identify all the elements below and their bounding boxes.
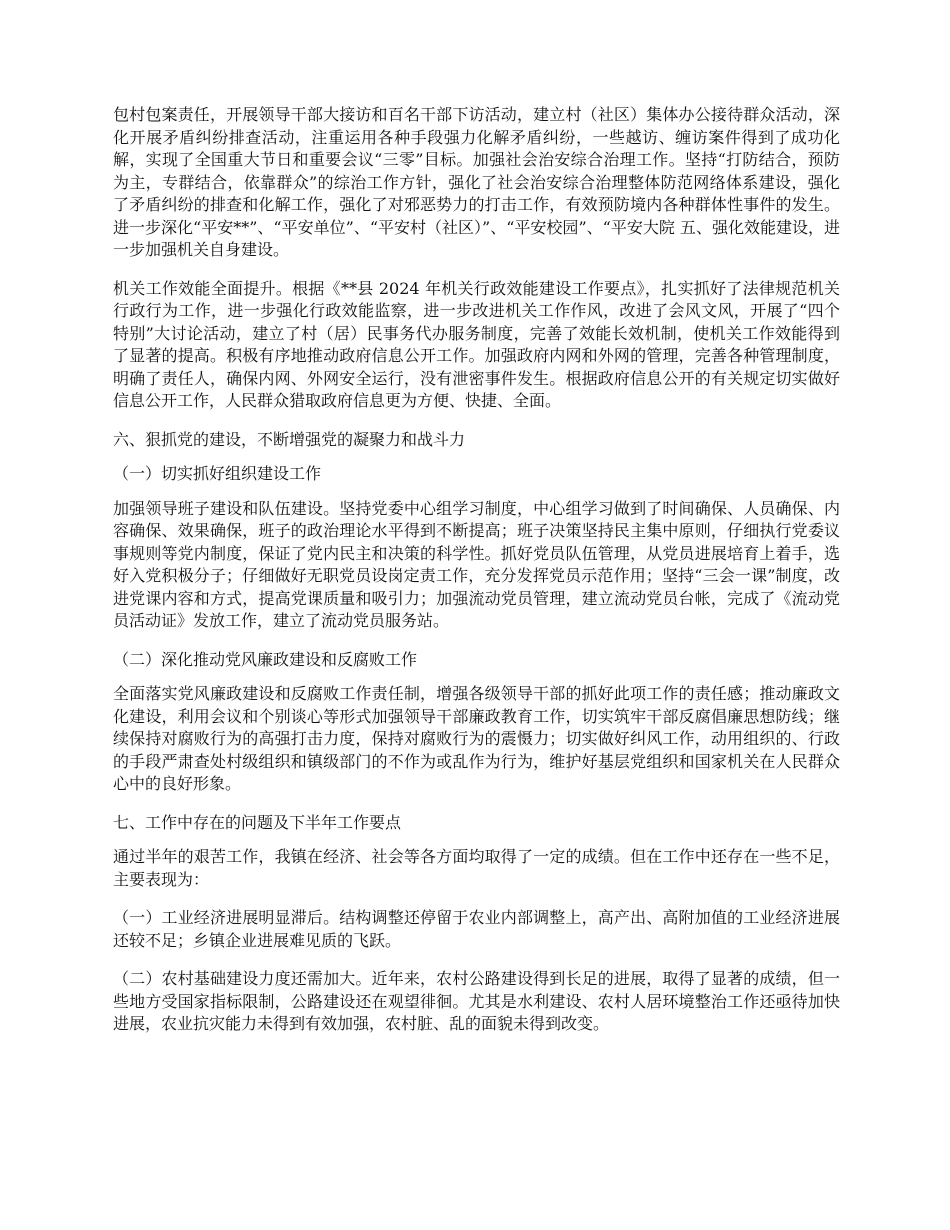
section-heading-problems: 七、工作中存在的问题及下半年工作要点 xyxy=(113,812,402,832)
paragraph-infrastructure: （二）农村基础建设力度还需加大。近年来，农村公路建设得到长足的进展，取得了显著的成绩，但一些地方受国家指标限制，公路建设还在观望徘徊。尤其是水利建设、农村人居环境整治工作还亟待加快进展，农业抗灾能力未得到有效加强，农村脏、乱的面貌未得到改变。 xyxy=(113,969,840,1033)
paragraph-summary: 通过半年的艰苦工作，我镇在经济、社会等各方面均取得了一定的成绩。但在工作中还存在一些不足，主要表现为： xyxy=(113,847,840,889)
paragraph-leadership: 加强领导班子建设和队伍建设。坚持党委中心组学习制度，中心组学习做到了时间确保、人员确保、内容确保、效果确保，班子的政治理论水平得到不断提高；班子决策坚持民主集中原则，仔细执行党委议事规则等党内制度，保证了党内民主和决策的科学性。抓好党员队伍管理，从党员进展培育上着手，选好入党积极分子；仔细做好无职党员设岗定责工作，充分发挥党员示范作用；坚持“三会一课”制度，改进党课内容和方式，提高党课质量和吸引力；加强流动党员管理，建立流动党员台帐，完成了《流动党员活动证》发放工作，建立了流动党员服务站。 xyxy=(113,498,840,630)
paragraph-safety-governance: 包村包案责任，开展领导干部大接访和百名干部下访活动，建立村（社区）集体办公接待群众活动，深化开展矛盾纠纷排查活动，注重运用各种手段强力化解矛盾纠纷，一些越访、缠访案件得到了成功化解，实现了全国重大节日和重要会议“三零”目标。加强社会治安综合治理工作。坚持“打防结合，预防为主，专群结合，依靠群众”的综治工作方针，强化了社会治安综合治理整体防范网络体系建设，强化了矛盾纠纷的排查和化解工作，强化了对邪恶势力的打击工作，有效预防境内各种群体性事件的发生。进一步深化“平安**”、“平安单位”、“平安村（社区）”、“平安校园”、“平安大院 五、强化效能建设，进一步加强机关自身建设。 xyxy=(113,105,840,259)
section-heading-party-building: 六、狠抓党的建设，不断增强党的凝聚力和战斗力 xyxy=(113,429,466,449)
subheading-organization: （一）切实抓好组织建设工作 xyxy=(113,464,322,483)
paragraph-anti-corruption: 全面落实党风廉政建设和反腐败工作责任制，增强各级领导干部的抓好此项工作的责任感；推动廉政文化建设，利用会议和个别谈心等形式加强领导干部廉政教育工作，切实筑牢干部反腐倡廉思想防线；继续保持对腐败行为的高强打击力度，保持对腐败行为的震慑力；切实做好纠风工作，动用组织的、行政的手段严肃查处村级组织和镇级部门的不作为或乱作为行为，维护好基层党组织和国家机关在人民群众心中的良好形象。 xyxy=(113,684,840,793)
document-body xyxy=(113,104,840,1052)
paragraph-efficiency: 机关工作效能全面提升。根据《**县 2024 年机关行政效能建设工作要点》，扎实抓好了法律规范机关行政行为工作，进一步强化行政效能监察，进一步改进机关工作作风，改进了会风文风，开展了“四个特别”大讨论活动，建立了村（居）民事务代办服务制度，完善了效能长效机制，使机关工作效能得到了显著的提高。积极有序地推动政府信息公开工作。加强政府内网和外网的管理，完善各种管理制度，明确了责任人，确保内网、外网安全运行，没有泄密事件发生。根据政府信息公开的有关规定切实做好信息公开工作，人民群众猎取政府信息更为方便、快捷、全面。 xyxy=(113,278,840,410)
paragraph-industry: （一）工业经济进展明显滞后。结构调整还停留于农业内部调整上，高产出、高附加值的工业经济进展还较不足；乡镇企业进展难见质的飞跃。 xyxy=(113,908,840,950)
subheading-anti-corruption: （二）深化推动党风廉政建设和反腐败工作 xyxy=(113,649,418,669)
